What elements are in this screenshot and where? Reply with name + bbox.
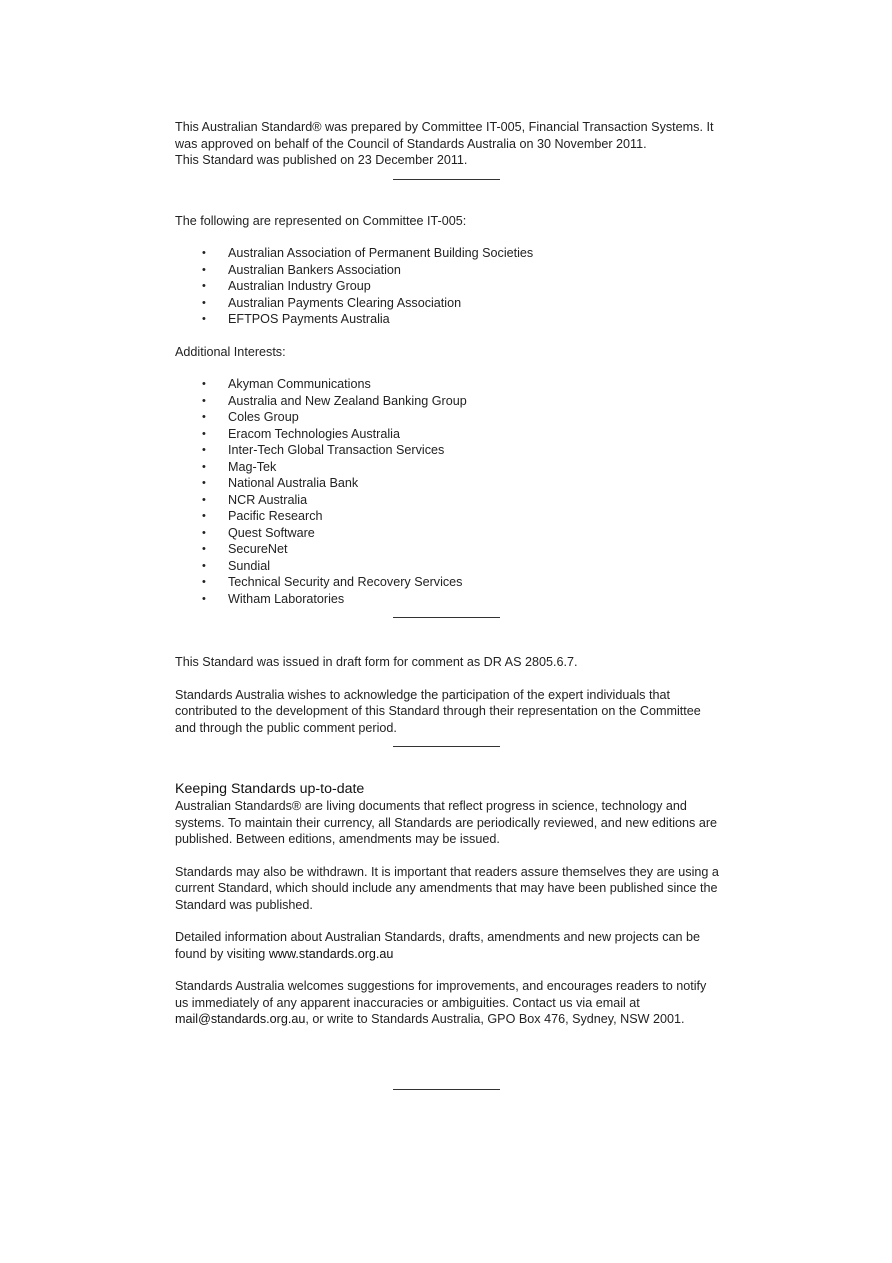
detailed-info-paragraph: Detailed information about Australian Standards, drafts, amendments and new projects can be found by visiting www.standards.org.au: [175, 930, 701, 961]
bullet-icon: •: [202, 263, 206, 276]
section-divider: [393, 1089, 500, 1090]
bullet-icon: •: [202, 247, 206, 259]
list-item: • Witham Laboratories: [202, 591, 345, 606]
document-page: [175, 119, 720, 1090]
bullet-icon: •: [202, 460, 206, 473]
bullet-icon: •: [202, 477, 206, 489]
list-item: • NCR Australia: [202, 492, 308, 507]
bullet-icon: •: [202, 394, 206, 407]
draft-issued-statement: This Standard was issued in draft form for comment as DR AS 2805.6.7.: [175, 655, 578, 669]
prepared-statement: This Australian Standard® was prepared by Committee IT-005, Financial Transaction Systems. It was approved on behalf of the Council of Standards Australia on 30 November 2011.: [175, 120, 714, 151]
section-divider: [393, 746, 500, 747]
additional-interests-heading: Additional Interests:: [175, 344, 286, 359]
bullet-icon: •: [202, 444, 206, 456]
list-item: • Quest Software: [202, 525, 315, 540]
bullet-icon: •: [202, 559, 206, 572]
bullet-icon: •: [202, 280, 206, 292]
withdrawn-paragraph: Standards may also be withdrawn. It is important that readers assure themselves they are using a current Standard, which should include any amendments that may have been published since the Standard was published.: [175, 864, 719, 912]
list-item: • Akyman Communications: [202, 377, 371, 391]
bullet-icon: •: [202, 526, 206, 539]
additional-interests-list: [175, 376, 720, 607]
list-item: • Coles Group: [202, 410, 299, 424]
section-divider: [393, 617, 500, 618]
email-link[interactable]: mail@standards.org.au: [175, 1012, 306, 1026]
bullet-icon: •: [202, 378, 206, 390]
list-item: • SecureNet: [202, 542, 288, 556]
bullet-icon: •: [202, 313, 206, 325]
list-item: • Australian Industry Group: [202, 279, 371, 293]
published-statement: This Standard was published on 23 December 2011.: [175, 153, 468, 167]
acknowledgement-paragraph: Standards Australia wishes to acknowledge the participation of the expert individuals that contributed to the development of this Standard through their representation on the Committee and through the public comment period.: [175, 687, 701, 735]
list-item: • Australia and New Zealand Banking Group: [202, 393, 467, 408]
keeping-standards-heading: Keeping Standards up-to-date: [175, 781, 365, 797]
section-divider: [393, 179, 500, 180]
list-item: • EFTPOS Payments Australia: [202, 312, 390, 326]
list-item: • Australian Association of Permanent Building Societies: [202, 246, 534, 260]
bullet-icon: •: [202, 543, 206, 555]
committee-heading: The following are represented on Committee IT-005:: [175, 213, 467, 228]
list-item: • National Australia Bank: [202, 476, 359, 490]
list-item: • Eracom Technologies Australia: [202, 426, 400, 441]
committee-list: [175, 245, 720, 328]
list-item: • Technical Security and Recovery Services: [202, 575, 463, 589]
bullet-icon: •: [202, 493, 206, 506]
bullet-icon: •: [202, 296, 206, 309]
suggestions-paragraph: Standards Australia welcomes suggestions for improvements, and encourages readers to notify us immediately of any apparent inaccuracies or ambiguities. Contact us via email at mail@standards.org.au, or write to Standards Australia, GPO Box 476, Sydney, NSW 2001.: [175, 979, 707, 1026]
list-item: • Sundial: [202, 558, 271, 573]
list-item: • Australian Payments Clearing Association: [202, 295, 462, 310]
bullet-icon: •: [202, 576, 206, 588]
living-documents-paragraph: Australian Standards® are living documents that reflect progress in science, technology and systems. To maintain their currency, all Standards are periodically reviewed, and new editions are published. Between editions, amendments may be issued.: [175, 799, 718, 846]
list-item: • Australian Bankers Association: [202, 262, 401, 277]
bullet-icon: •: [202, 592, 206, 605]
bullet-icon: •: [202, 510, 206, 522]
list-item: • Inter-Tech Global Transaction Services: [202, 443, 445, 457]
bullet-icon: •: [202, 427, 206, 440]
list-item: • Pacific Research: [202, 509, 323, 523]
list-item: • Mag-Tek: [202, 459, 277, 474]
standards-website-link[interactable]: www.standards.org.au: [268, 946, 394, 961]
bullet-icon: •: [202, 411, 206, 423]
